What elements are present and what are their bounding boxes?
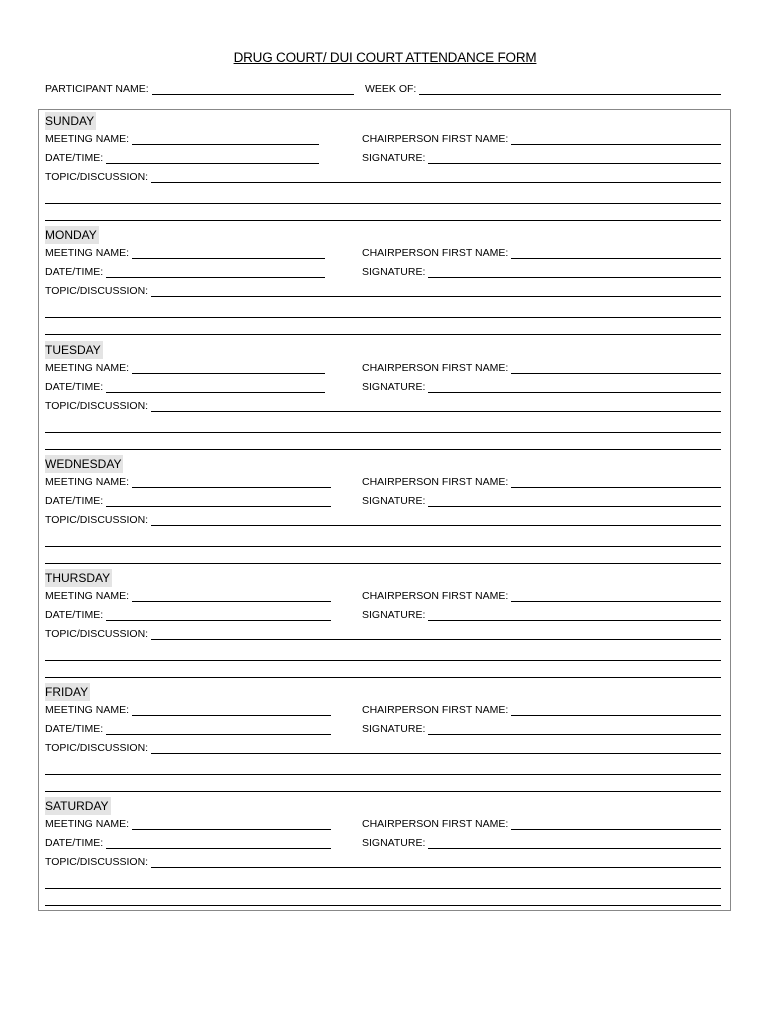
date-time-field[interactable]	[45, 381, 325, 393]
topic-extra-line[interactable]	[45, 888, 721, 889]
date-time-line[interactable]	[106, 382, 325, 393]
day-heading: MONDAY	[45, 228, 97, 242]
topic-line[interactable]	[151, 515, 721, 526]
meeting-name-line[interactable]	[132, 363, 325, 374]
topic-label: TOPIC/DISCUSSION:	[45, 514, 149, 526]
topic-field[interactable]	[45, 742, 721, 754]
meeting-name-label: MEETING NAME:	[45, 247, 130, 259]
signature-line[interactable]	[428, 496, 721, 507]
chairperson-field[interactable]	[362, 818, 721, 830]
date-time-label: DATE/TIME:	[45, 381, 104, 393]
meeting-name-field[interactable]	[45, 818, 331, 830]
week-of-line[interactable]	[419, 84, 721, 95]
date-time-label: DATE/TIME:	[45, 609, 104, 621]
topic-extra-line[interactable]	[45, 677, 721, 678]
week-of-label: WEEK OF:	[365, 83, 417, 95]
topic-line[interactable]	[151, 743, 721, 754]
chairperson-field[interactable]	[362, 133, 721, 145]
chairperson-field[interactable]	[362, 362, 721, 374]
topic-label: TOPIC/DISCUSSION:	[45, 628, 149, 640]
date-time-line[interactable]	[106, 838, 331, 849]
day-heading: FRIDAY	[45, 685, 89, 699]
date-time-field[interactable]	[45, 495, 331, 507]
chairperson-line[interactable]	[511, 819, 721, 830]
topic-extra-line[interactable]	[45, 546, 721, 547]
meeting-name-line[interactable]	[132, 477, 331, 488]
signature-label: SIGNATURE:	[362, 723, 426, 735]
meeting-name-field[interactable]	[45, 362, 325, 374]
signature-field[interactable]	[362, 495, 721, 507]
signature-label: SIGNATURE:	[362, 152, 426, 164]
chairperson-label: CHAIRPERSON FIRST NAME:	[362, 704, 509, 716]
meeting-name-field[interactable]	[45, 704, 331, 716]
chairperson-line[interactable]	[511, 477, 721, 488]
day-heading: SUNDAY	[45, 114, 95, 128]
topic-field[interactable]	[45, 171, 721, 183]
topic-extra-line[interactable]	[45, 449, 721, 450]
chairperson-field[interactable]	[362, 590, 721, 602]
chairperson-line[interactable]	[511, 248, 721, 259]
topic-field[interactable]	[45, 856, 721, 868]
signature-line[interactable]	[428, 838, 721, 849]
topic-line[interactable]	[151, 172, 721, 183]
topic-label: TOPIC/DISCUSSION:	[45, 285, 149, 297]
topic-extra-line[interactable]	[45, 791, 721, 792]
chairperson-field[interactable]	[362, 476, 721, 488]
signature-field[interactable]	[362, 266, 721, 278]
topic-label: TOPIC/DISCUSSION:	[45, 856, 149, 868]
topic-extra-line[interactable]	[45, 905, 721, 906]
signature-field[interactable]	[362, 837, 721, 849]
day-section-saturday	[45, 797, 721, 911]
day-section-wednesday	[45, 455, 721, 569]
day-section-tuesday	[45, 341, 721, 455]
participant-name-field[interactable]	[45, 83, 354, 95]
topic-field[interactable]	[45, 400, 721, 412]
date-time-field[interactable]	[45, 609, 331, 621]
meeting-name-label: MEETING NAME:	[45, 362, 130, 374]
topic-label: TOPIC/DISCUSSION:	[45, 171, 149, 183]
meeting-name-label: MEETING NAME:	[45, 818, 130, 830]
chairperson-line[interactable]	[511, 363, 721, 374]
signature-label: SIGNATURE:	[362, 266, 426, 278]
form-title: DRUG COURT/ DUI COURT ATTENDANCE FORM	[233, 50, 537, 65]
participant-name-line[interactable]	[152, 84, 354, 95]
week-of-field[interactable]	[365, 83, 721, 95]
date-time-label: DATE/TIME:	[45, 723, 104, 735]
meeting-name-field[interactable]	[45, 247, 325, 259]
chairperson-label: CHAIRPERSON FIRST NAME:	[362, 818, 509, 830]
signature-line[interactable]	[428, 382, 721, 393]
signature-label: SIGNATURE:	[362, 381, 426, 393]
signature-field[interactable]	[362, 723, 721, 735]
meeting-name-label: MEETING NAME:	[45, 590, 130, 602]
topic-line[interactable]	[151, 401, 721, 412]
date-time-label: DATE/TIME:	[45, 495, 104, 507]
day-heading: THURSDAY	[45, 571, 111, 585]
date-time-label: DATE/TIME:	[45, 837, 104, 849]
topic-label: TOPIC/DISCUSSION:	[45, 742, 149, 754]
topic-field[interactable]	[45, 285, 721, 297]
meeting-name-line[interactable]	[132, 819, 331, 830]
participant-name-label: PARTICIPANT NAME:	[45, 83, 149, 95]
meeting-name-field[interactable]	[45, 590, 331, 602]
chairperson-label: CHAIRPERSON FIRST NAME:	[362, 476, 509, 488]
meeting-name-line[interactable]	[132, 591, 331, 602]
chairperson-line[interactable]	[511, 705, 721, 716]
chairperson-line[interactable]	[511, 134, 721, 145]
topic-field[interactable]	[45, 628, 721, 640]
day-section-friday	[45, 683, 721, 797]
chairperson-field[interactable]	[362, 704, 721, 716]
signature-line[interactable]	[428, 267, 721, 278]
signature-line[interactable]	[428, 610, 721, 621]
header-fields	[45, 83, 721, 99]
signature-field[interactable]	[362, 152, 721, 164]
topic-line[interactable]	[151, 286, 721, 297]
date-time-field[interactable]	[45, 723, 331, 735]
date-time-line[interactable]	[106, 724, 331, 735]
meeting-name-line[interactable]	[132, 248, 325, 259]
topic-extra-line[interactable]	[45, 774, 721, 775]
signature-line[interactable]	[428, 724, 721, 735]
signature-line[interactable]	[428, 153, 721, 164]
chairperson-field[interactable]	[362, 247, 721, 259]
chairperson-line[interactable]	[511, 591, 721, 602]
topic-label: TOPIC/DISCUSSION:	[45, 400, 149, 412]
day-heading: SATURDAY	[45, 799, 109, 813]
meeting-name-label: MEETING NAME:	[45, 704, 130, 716]
meeting-name-label: MEETING NAME:	[45, 133, 130, 145]
chairperson-label: CHAIRPERSON FIRST NAME:	[362, 362, 509, 374]
meeting-name-line[interactable]	[132, 705, 331, 716]
chairperson-label: CHAIRPERSON FIRST NAME:	[362, 133, 509, 145]
topic-extra-line[interactable]	[45, 660, 721, 661]
day-section-thursday	[45, 569, 721, 683]
date-time-line[interactable]	[106, 496, 331, 507]
date-time-field[interactable]	[45, 152, 319, 164]
topic-extra-line[interactable]	[45, 563, 721, 564]
meeting-name-field[interactable]	[45, 476, 331, 488]
signature-field[interactable]	[362, 381, 721, 393]
day-section-sunday	[45, 112, 721, 226]
signature-label: SIGNATURE:	[362, 609, 426, 621]
signature-label: SIGNATURE:	[362, 495, 426, 507]
topic-field[interactable]	[45, 514, 721, 526]
signature-label: SIGNATURE:	[362, 837, 426, 849]
date-time-field[interactable]	[45, 266, 325, 278]
date-time-field[interactable]	[45, 837, 331, 849]
signature-field[interactable]	[362, 609, 721, 621]
day-heading: WEDNESDAY	[45, 457, 122, 471]
date-time-line[interactable]	[106, 610, 331, 621]
topic-extra-line[interactable]	[45, 334, 721, 335]
date-time-label: DATE/TIME:	[45, 152, 104, 164]
meeting-name-field[interactable]	[45, 133, 319, 145]
date-time-line[interactable]	[106, 153, 319, 164]
topic-extra-line[interactable]	[45, 220, 721, 221]
topic-line[interactable]	[151, 857, 721, 868]
chairperson-label: CHAIRPERSON FIRST NAME:	[362, 247, 509, 259]
meeting-name-line[interactable]	[132, 134, 319, 145]
day-heading: TUESDAY	[45, 343, 101, 357]
meeting-name-label: MEETING NAME:	[45, 476, 130, 488]
date-time-line[interactable]	[106, 267, 325, 278]
topic-extra-line[interactable]	[45, 317, 721, 318]
date-time-label: DATE/TIME:	[45, 266, 104, 278]
day-section-monday	[45, 226, 721, 340]
topic-line[interactable]	[151, 629, 721, 640]
topic-extra-line[interactable]	[45, 432, 721, 433]
topic-extra-line[interactable]	[45, 203, 721, 204]
chairperson-label: CHAIRPERSON FIRST NAME:	[362, 590, 509, 602]
